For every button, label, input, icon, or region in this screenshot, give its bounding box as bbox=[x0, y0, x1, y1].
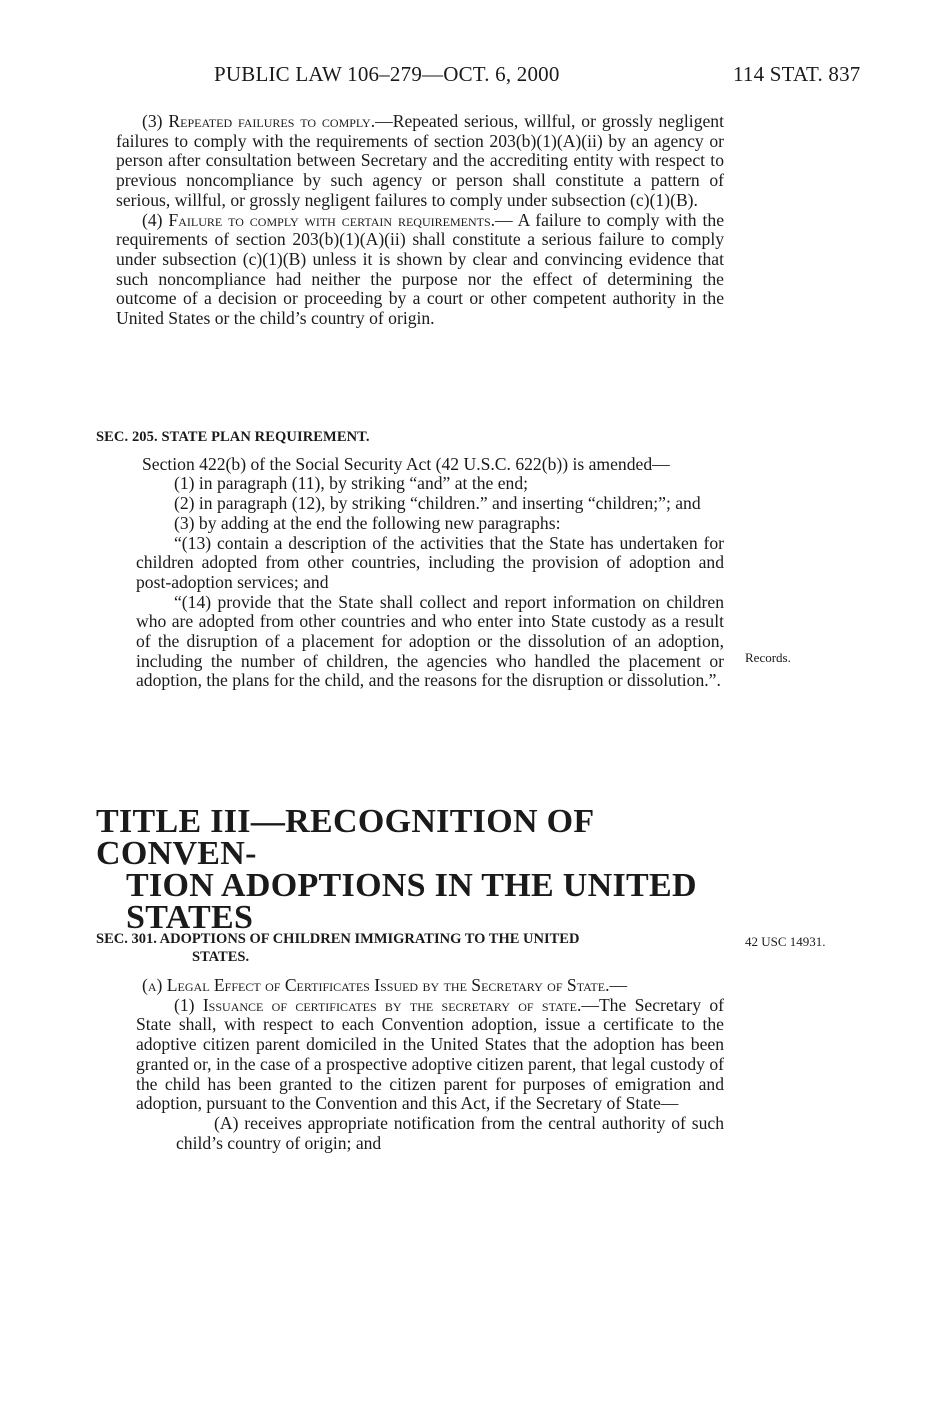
paragraph-3 bbox=[116, 112, 724, 211]
amendment-item-2: (2) in paragraph (12), by striking “children.” and inserting “children;”; and bbox=[174, 493, 701, 514]
section-205-heading: SEC. 205. STATE PLAN REQUIREMENT. bbox=[96, 429, 370, 445]
new-paragraph-13: “(13) contain a description of the activities that the State has undertaken for children adopted from other countries, including the provision of adoption and post-adoption services; and bbox=[136, 532, 724, 592]
section-301-body bbox=[116, 976, 724, 1153]
amendment-item-3: (3) by adding at the end the following new paragraphs: bbox=[174, 512, 561, 533]
paragraph-4-label: (4) Failure to comply with certain requirements. bbox=[142, 209, 496, 230]
section-205-intro: Section 422(b) of the Social Security Act (42 U.S.C. 622(b)) is amended— bbox=[142, 453, 670, 474]
paragraph-1-label: (1) Issuance of certificates by the secretary of state. bbox=[174, 994, 582, 1015]
title-iii-heading bbox=[96, 803, 726, 936]
title-line-1: TITLE III—RECOGNITION OF CONVEN- bbox=[96, 803, 594, 872]
new-paragraph-14: “(14) provide that the State shall collect and report information on children who are adopted from other countries and who enter into State custody as a result of the disruption of a placement for adoption or the dissolution of an adoption, including the number of children, the agencies who handled the placement or adoption, the plans for the child, and the reasons for the disruption or dissolution.”. bbox=[136, 591, 724, 691]
paragraph-1 bbox=[116, 996, 724, 1114]
subsection-a-heading: (a) Legal Effect of Certificates Issued by the Secretary of State.— bbox=[142, 975, 628, 995]
title-line-3: STATES bbox=[126, 899, 254, 936]
amendment-item-1: (1) in paragraph (11), by striking “and” at the end; bbox=[174, 473, 529, 494]
statute-page-number: 114 STAT. 837 bbox=[733, 62, 861, 86]
margin-note-records: Records. bbox=[745, 650, 791, 665]
paragraph-3-text: —Repeated serious, willful, or grossly negligent failures to comply with the requirements of section 203(b)(1)(A)(ii) by an agency or person after consultation between Secretary and the accrediting entity with respect to previous noncompliance by such agency or person shall constitute a pattern of serious, willful, or grossly negligent failures to comply under subsection (c)(1)(B). bbox=[116, 111, 724, 210]
margin-note-usc-citation: 42 USC 14931. bbox=[745, 934, 826, 949]
section-301-heading bbox=[96, 930, 726, 966]
section-301-heading-line-2: STATES. bbox=[192, 949, 250, 965]
section-205 bbox=[96, 428, 724, 691]
paragraph-3-label: (3) Repeated failures to comply. bbox=[142, 111, 376, 131]
section-204-continuation bbox=[116, 112, 724, 329]
title-line-2: TION ADOPTIONS IN THE UNITED bbox=[126, 867, 697, 904]
paragraph-4-text: — A failure to comply with the requirements of section 203(b)(1)(A)(ii) shall constitute a serious failure to comply under subsection (c)(1)(B) unless it is shown by clear and convincing evidence that such noncompliance had neither the purpose nor the effect of determining the outcome of a decision or proceeding by a court or other competent authority in the United States or the child’s country of origin. bbox=[116, 209, 725, 329]
section-301-heading-line-1: SEC. 301. ADOPTIONS OF CHILDREN IMMIGRATING TO THE UNITED bbox=[96, 931, 580, 947]
paragraph-1-text: —The Secretary of State shall, with respect to each Convention adoption, issue a certificate to the adoptive citizen parent domiciled in the United States that the adoption has been granted or, in the case of a prospective adoptive citizen parent, that legal custody of the child has been granted to the citizen parent for purposes of emigration and adoption, pursuant to the Convention and this Act, if the Secretary of State— bbox=[136, 994, 724, 1114]
subparagraph-a: (A) receives appropriate notification from the central authority of such child’s country of origin; and bbox=[176, 1112, 724, 1153]
paragraph-4 bbox=[116, 211, 724, 329]
running-header-title: PUBLIC LAW 106–279—OCT. 6, 2000 bbox=[214, 62, 560, 86]
